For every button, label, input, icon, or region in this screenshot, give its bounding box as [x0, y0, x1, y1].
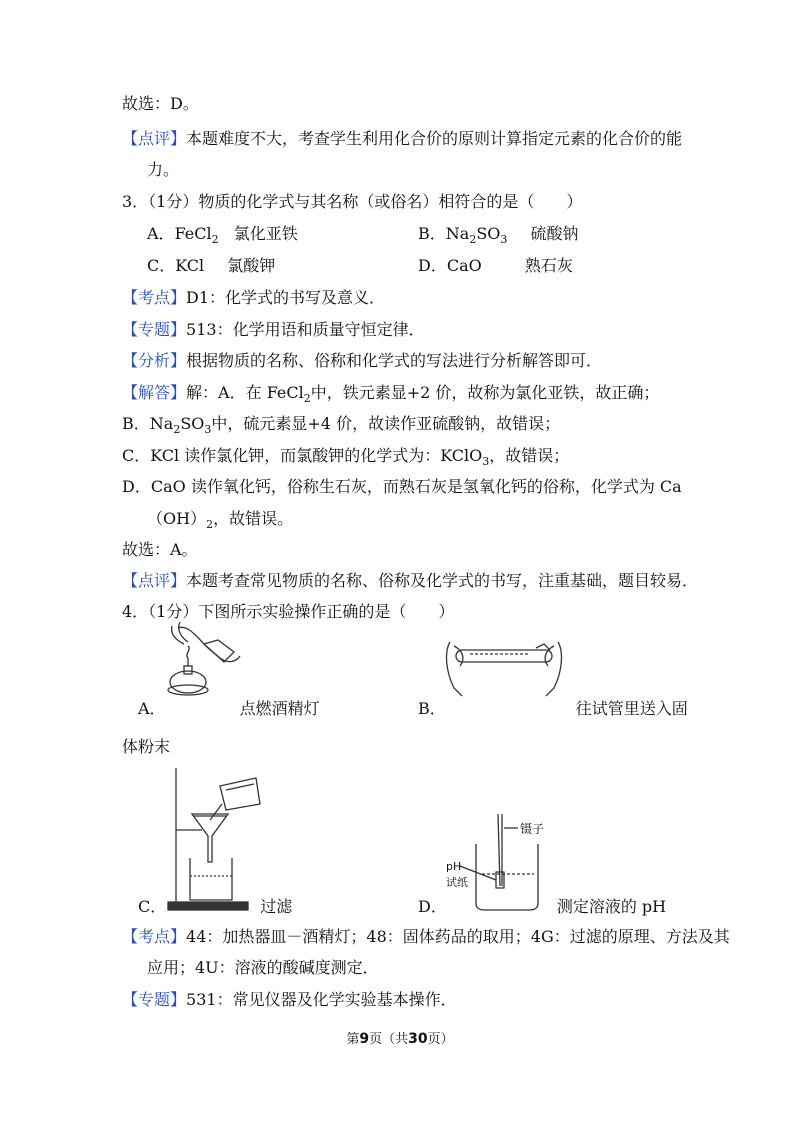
total-pages: 30 [408, 1031, 428, 1047]
q4-option-b-cont: 体粉末 [122, 737, 171, 756]
q3-jieda: 【解答】解：A．在 FeCl$_2$中，铁元素显+2 价，故称为氯化亚铁，故正确； [122, 383, 660, 406]
q4-option-d: D． 测定溶液的 pH [418, 897, 667, 916]
q3-option-d: D．CaO 熟石灰 [418, 256, 573, 275]
q3-jieda-d-cont: $(OH)_2$，故错误。 [147, 509, 294, 532]
q4-stem: 4．（1分）下图所示实验操作正确的是（ ） [122, 602, 455, 621]
kaodian-tag: 【考点】 [122, 288, 187, 307]
jieda-tag: 【解答】 [122, 383, 187, 402]
comment-tag: 【点评】 [122, 571, 187, 590]
fenxi-tag: 【分析】 [122, 351, 187, 370]
q3-kaodian: 【考点】D1：化学式的书写及意义． [122, 288, 386, 307]
q4-option-a: A． 点燃酒精灯 [138, 699, 320, 718]
q3-jieda-b: B．$Na_2SO_3$中，硫元素显+4 价，故读作亚硫酸钠，故错误； [122, 414, 561, 437]
q4-option-c: C． 过滤 [138, 897, 293, 916]
q4-option-b: B． 往试管里送入固 [418, 699, 688, 718]
page-number: 9 [359, 1031, 370, 1047]
page-footer: 第9页（共30页） [346, 1031, 454, 1047]
tweezers-label: 镊子 [520, 822, 545, 836]
q3-fenxi: 【分析】根据物质的名称、俗称和化学式的写法进行分析解答即可． [122, 351, 603, 370]
q3-zhuanti: 【专题】513：化学用语和质量守恒定律． [122, 320, 425, 339]
comment-tag: 【点评】 [122, 129, 187, 148]
zhuanti-tag: 【专题】 [122, 320, 187, 339]
filtration-figure [166, 764, 266, 912]
q3-answer: 故选：A。 [122, 540, 198, 559]
ph-label: pH [446, 860, 462, 873]
q3-option-c: C．KCl 氯酸钾 [147, 256, 276, 275]
q2-answer: 故选：D。 [122, 94, 199, 113]
kaodian-tag: 【考点】 [122, 927, 187, 946]
q3-comment: 【点评】本题考查常见物质的名称、俗称及化学式的书写，注重基础，题目较易． [122, 571, 699, 590]
q4-kaodian: 【考点】44：加热器皿－酒精灯；48：固体药品的取用；4G：过滤的原理、方法及其 [122, 927, 730, 946]
q4-zhuanti: 【专题】531：常见仪器及化学实验基本操作． [122, 990, 457, 1009]
q3-jieda-d: D．CaO 读作氧化钙，俗称生石灰，而熟石灰是氢氧化钙的俗称，化学式为 Ca [122, 477, 682, 496]
q2-comment-cont: 力。 [147, 160, 180, 179]
q2-comment: 【点评】本题难度不大，考查学生利用化合价的原则计算指定元素的化合价的能 [122, 129, 683, 148]
q4-kaodian-cont: 应用；4U：溶液的酸碱度测定． [147, 958, 379, 977]
q3-stem: 3．（1分）物质的化学式与其名称（或俗名）相符合的是（ ） [122, 192, 583, 211]
test-paper-label: 试纸 [446, 876, 468, 889]
q3-option-b: B．$Na_2SO_3$ 硫酸钠 [418, 224, 579, 247]
zhuanti-tag: 【专题】 [122, 990, 187, 1009]
alcohol-lamp-figure [158, 618, 248, 700]
q3-option-a: A．FeCl$_2$ 氯化亚铁 [147, 224, 298, 247]
q3-jieda-c: C．KCl 读作氯化钾，而氯酸钾的化学式为：KClO$_3$，故错误； [122, 446, 570, 469]
test-tube-figure [440, 632, 568, 702]
